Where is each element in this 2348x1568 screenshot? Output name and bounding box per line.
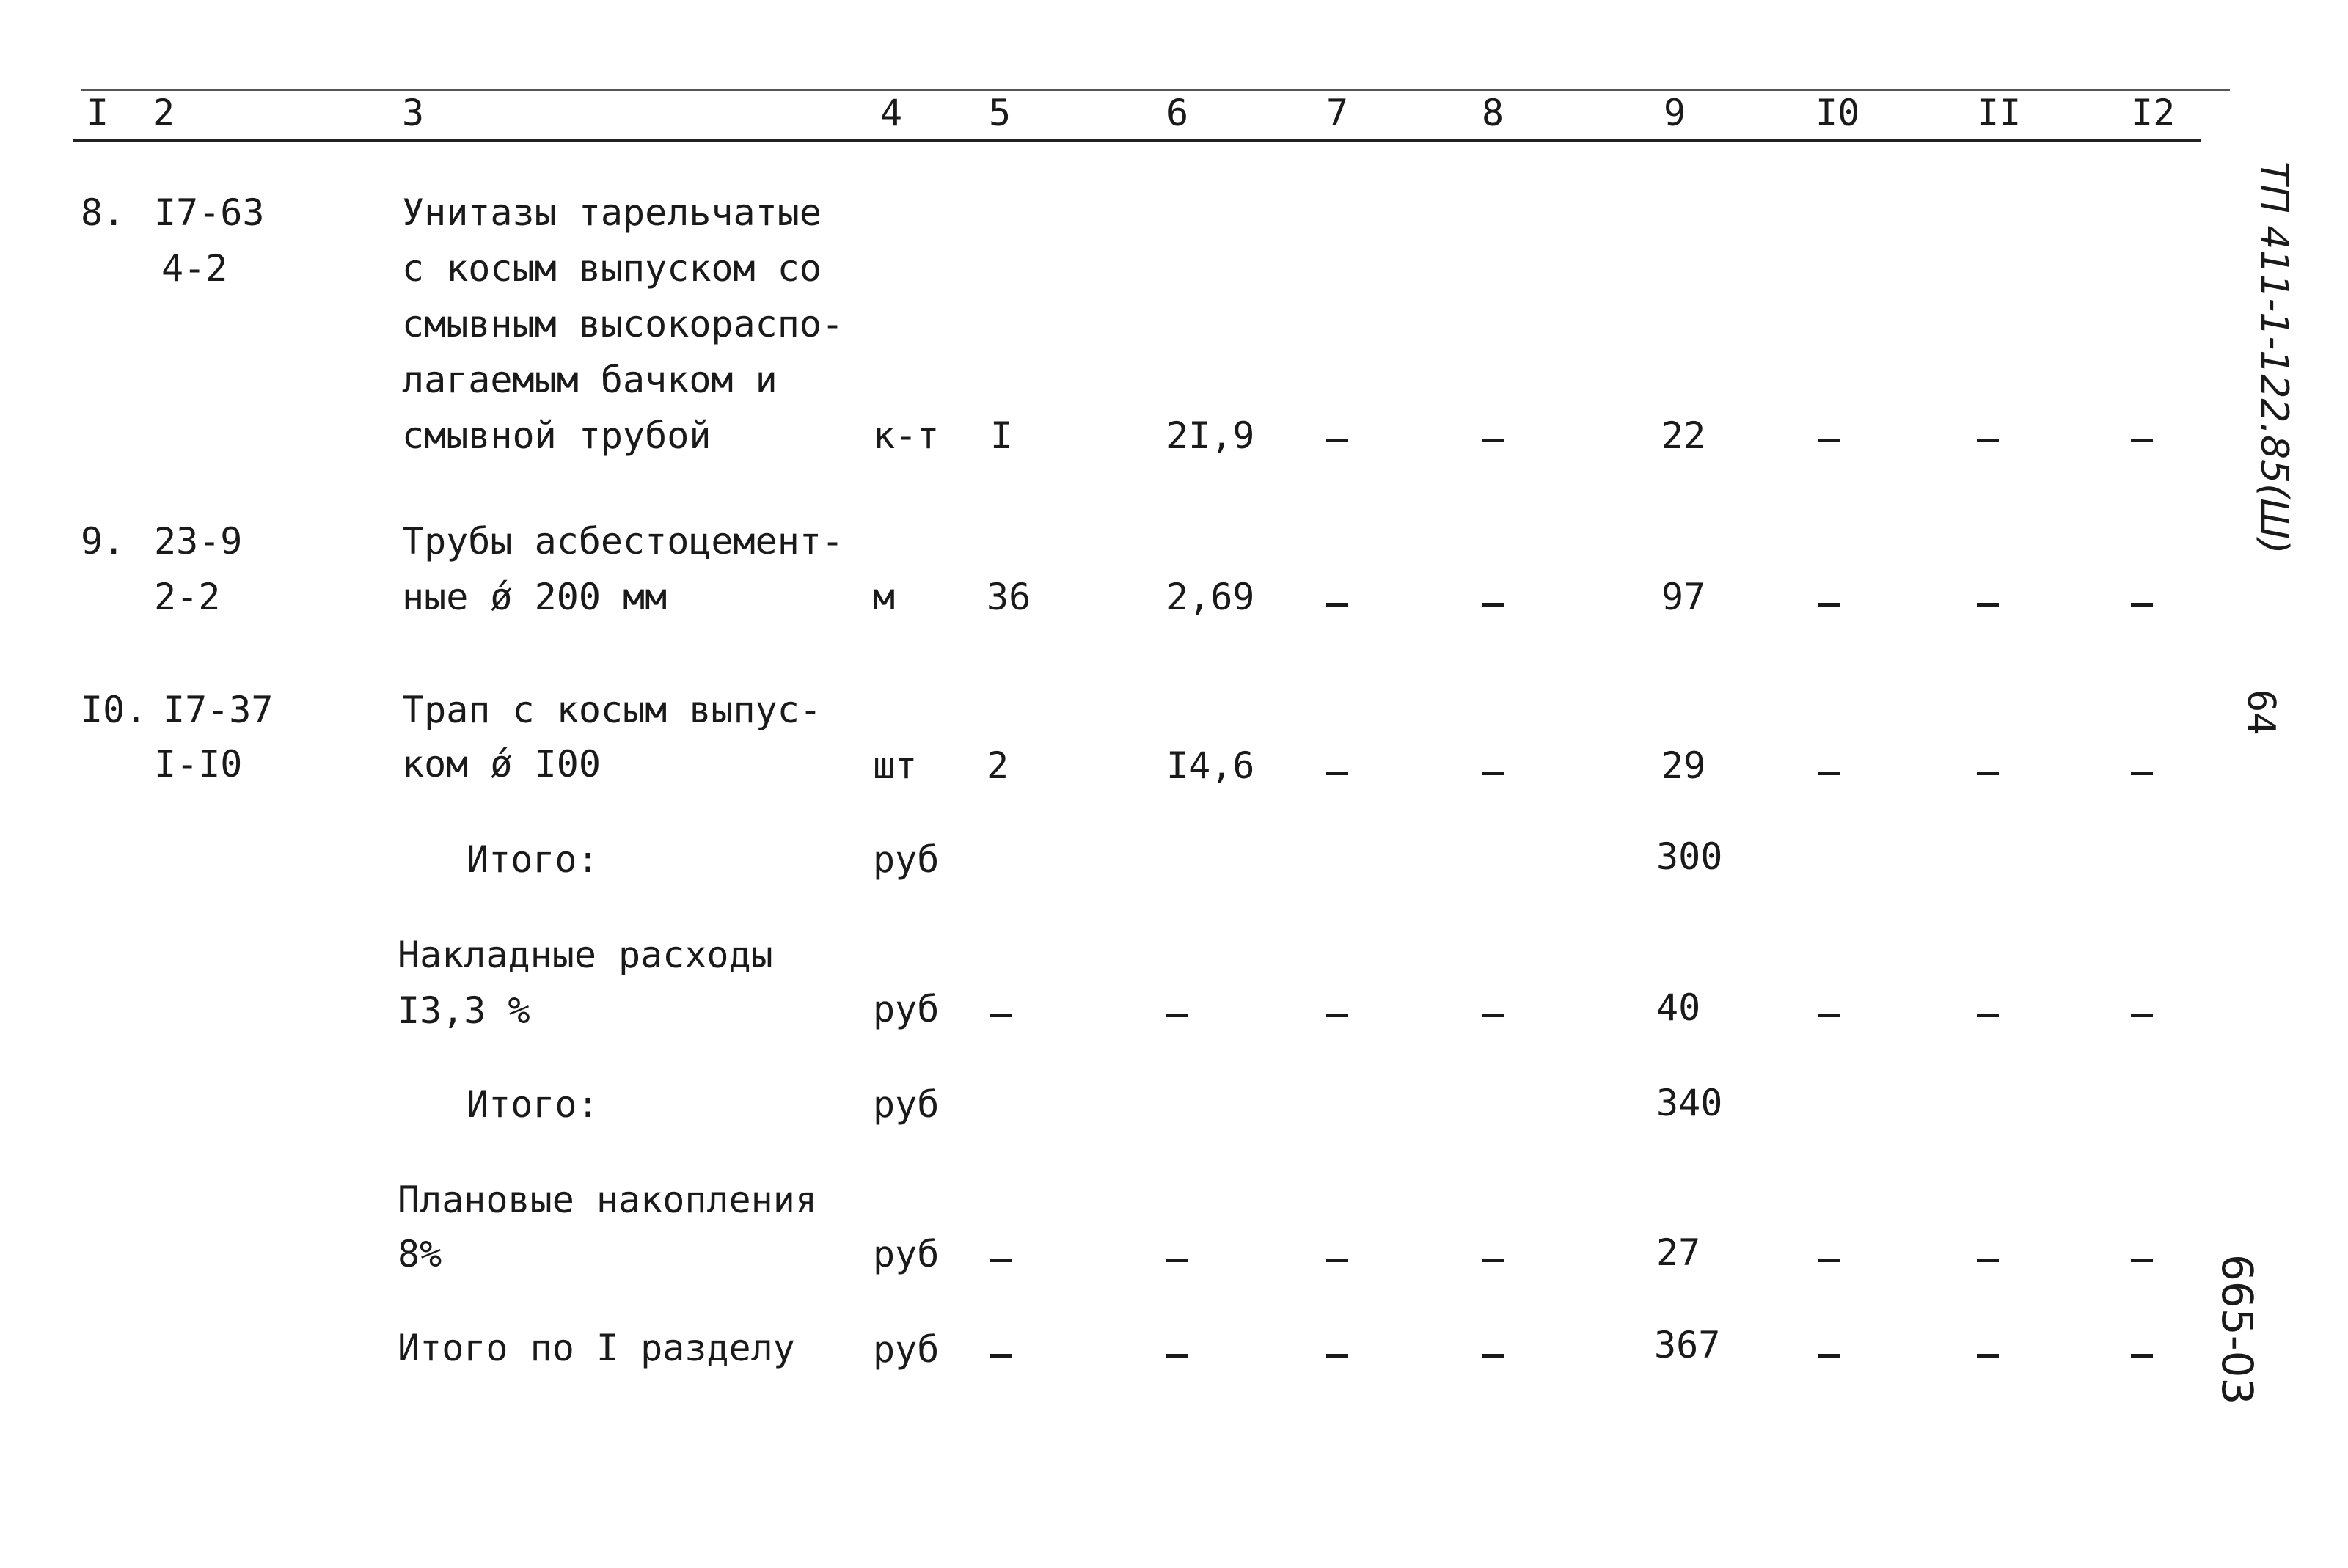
row-desc-line: Трубы асбестоцемент-	[402, 520, 844, 563]
row-code-1: 23-9	[154, 520, 243, 563]
row-dash	[1482, 1014, 1504, 1017]
header-bottom-rule	[73, 139, 2201, 142]
col-header-7: 7	[1326, 92, 1349, 134]
row-dash	[2131, 439, 2153, 442]
row-number: 8.	[81, 191, 125, 234]
page-number: 64	[2239, 689, 2283, 736]
col-header-5: 5	[989, 92, 1012, 134]
row-dash	[990, 1014, 1012, 1017]
col-header-2: 2	[153, 92, 175, 134]
row-code-2: 2-2	[154, 576, 221, 618]
col-header-1: I	[87, 92, 109, 134]
row-dash	[1977, 1354, 1999, 1358]
row-total: 97	[1661, 576, 1706, 618]
row-code-2: 4-2	[161, 247, 228, 290]
row-unit: шт	[873, 744, 918, 787]
row-dash	[1977, 439, 1999, 442]
savings-unit: руб	[873, 1233, 940, 1275]
overhead-total: 40	[1656, 986, 1701, 1029]
col-header-8: 8	[1482, 92, 1504, 134]
row-dash	[1482, 439, 1504, 442]
row-dash	[1326, 1014, 1348, 1017]
row-dash	[2131, 603, 2153, 607]
row-desc-line: ные ǿ 200 мм	[402, 576, 668, 618]
row-dash	[1326, 1354, 1348, 1358]
row-desc-line: Трап с косым выпус-	[402, 689, 822, 731]
row-desc-line: смывным высокораспо-	[402, 303, 844, 345]
savings-total: 27	[1656, 1231, 1701, 1274]
col-header-12: I2	[2131, 92, 2176, 134]
row-dash	[1818, 772, 1840, 775]
row-qty: 2	[987, 744, 1009, 787]
row-dash	[2131, 772, 2153, 775]
subtotal-unit: руб	[873, 838, 940, 881]
row-total: 29	[1661, 744, 1706, 787]
row-dash	[990, 1354, 1012, 1358]
overhead-percent: I3,3 %	[398, 989, 530, 1032]
document-code-stamp: ТП 411-1-122.85(Ш)	[2252, 161, 2296, 554]
col-header-4: 4	[880, 92, 903, 134]
section-total-label: Итого по I разделу	[398, 1327, 795, 1369]
row-dash	[1482, 1354, 1504, 1358]
row-code-1: I7-63	[154, 191, 265, 234]
row-number: 9.	[81, 520, 125, 563]
col-header-3: 3	[402, 92, 425, 134]
row-total: 22	[1661, 414, 1706, 457]
album-code: 665-03	[2212, 1254, 2262, 1405]
row-code-2: I-I0	[154, 743, 243, 785]
row-price: I4,6	[1166, 744, 1255, 787]
row-dash	[1818, 1014, 1840, 1017]
row-dash	[990, 1259, 1012, 1262]
row-dash	[1977, 772, 1999, 775]
row-qty: I	[990, 414, 1013, 457]
subtotal-total: 300	[1656, 835, 1723, 878]
row-dash	[1326, 603, 1348, 607]
savings-label: Плановые накопления	[398, 1179, 817, 1221]
col-header-11: II	[1977, 92, 2022, 134]
row-dash	[1166, 1259, 1188, 1262]
row-dash	[2131, 1259, 2153, 1262]
row-desc-line: Унитазы тарельчатые	[402, 191, 822, 234]
subtotal-unit: руб	[873, 1083, 940, 1126]
row-dash	[1326, 439, 1348, 442]
row-dash	[1166, 1354, 1188, 1358]
row-desc-line: ком ǿ I00	[402, 743, 601, 785]
row-desc-line: смывной трубой	[402, 414, 712, 457]
row-dash	[1977, 1259, 1999, 1262]
row-price: 2I,9	[1166, 414, 1255, 457]
row-unit: м	[873, 576, 896, 618]
subtotal-label: Итого:	[467, 838, 599, 881]
row-dash	[1977, 603, 1999, 607]
row-dash	[1326, 772, 1348, 775]
subtotal-total: 340	[1656, 1082, 1723, 1124]
row-dash	[2131, 1354, 2153, 1358]
row-number: I0.	[81, 689, 147, 731]
col-header-9: 9	[1664, 92, 1686, 134]
row-dash	[1818, 439, 1840, 442]
col-header-6: 6	[1166, 92, 1189, 134]
savings-percent: 8%	[398, 1233, 442, 1275]
row-dash	[1818, 1259, 1840, 1262]
section-total-value: 367	[1654, 1324, 1721, 1366]
row-dash	[1818, 1354, 1840, 1358]
section-total-unit: руб	[873, 1328, 940, 1371]
row-dash	[2131, 1014, 2153, 1017]
subtotal-label: Итого:	[467, 1083, 599, 1126]
row-price: 2,69	[1166, 576, 1255, 618]
row-dash	[1166, 1014, 1188, 1017]
row-code-1: I7-37	[163, 689, 274, 731]
overhead-label: Накладные расходы	[398, 934, 773, 976]
row-dash	[1818, 603, 1840, 607]
row-desc-line: лагаемым бачком и	[402, 359, 778, 401]
row-dash	[1482, 1259, 1504, 1262]
row-dash	[1482, 772, 1504, 775]
row-qty: 36	[987, 576, 1031, 618]
col-header-10: I0	[1815, 92, 1860, 134]
row-dash	[1977, 1014, 1999, 1017]
row-dash	[1482, 603, 1504, 607]
overhead-unit: руб	[873, 988, 940, 1030]
row-unit: к-т	[873, 414, 940, 457]
row-dash	[1326, 1259, 1348, 1262]
row-desc-line: с косым выпуском со	[402, 247, 822, 290]
